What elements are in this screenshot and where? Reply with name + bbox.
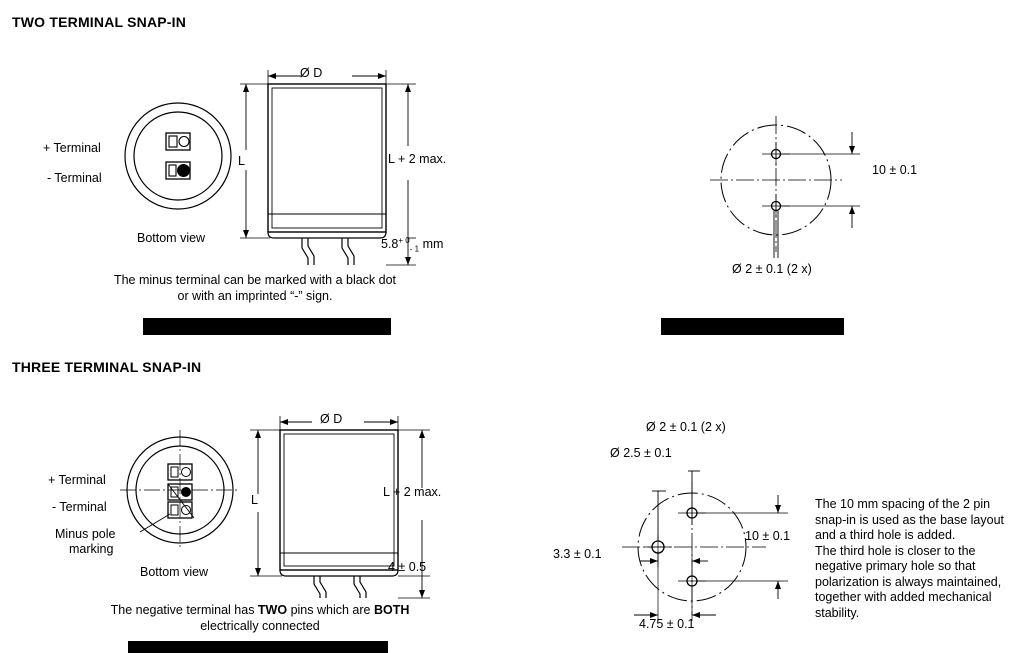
description-line-1: snap-in is used as the base layout bbox=[815, 512, 1005, 527]
three-terminal-note-line2: electrically connected bbox=[200, 619, 320, 633]
three-terminal-dim-475-label: 4.75 ± 0.1 bbox=[639, 617, 695, 631]
two-terminal-note bbox=[85, 272, 425, 304]
three-terminal-description bbox=[815, 497, 1015, 621]
note-part1: The negative terminal has bbox=[110, 603, 258, 617]
description-line-4: negative primary hole so that bbox=[815, 559, 976, 573]
three-terminal-note-line1 bbox=[70, 602, 450, 618]
three-terminal-side-view-drawing bbox=[240, 408, 470, 598]
minus-pole-line2: marking bbox=[69, 542, 114, 556]
description-line-0: The 10 mm spacing of the 2 pin bbox=[815, 497, 991, 511]
three-terminal-note bbox=[70, 602, 450, 634]
lead-length-unit: mm bbox=[422, 237, 444, 251]
three-terminal-minus-label: - Terminal bbox=[52, 500, 107, 514]
description-line-6: together with added mechanical bbox=[815, 590, 992, 604]
three-terminal-hole-dia-25-label: Ø 2.5 ± 0.1 bbox=[610, 446, 672, 460]
section-title-two-terminal: TWO TERMINAL SNAP-IN bbox=[12, 14, 187, 30]
redaction-bar-right-top bbox=[661, 318, 844, 335]
two-terminal-lead-length-label bbox=[381, 237, 443, 252]
three-terminal-diameter-label: Ø D bbox=[320, 412, 343, 426]
lead-length-value: 5.8 bbox=[381, 237, 399, 251]
redaction-bar-left-top bbox=[143, 318, 391, 335]
lead-length-tol-upper: + 0 bbox=[398, 235, 410, 245]
three-terminal-dim-10-label: 10 ± 0.1 bbox=[745, 529, 791, 543]
two-terminal-bottom-view-drawing bbox=[118, 96, 238, 216]
section-title-three-terminal: THREE TERMINAL SNAP-IN bbox=[12, 359, 202, 375]
two-terminal-note-line1: The minus terminal can be marked with a black dot bbox=[113, 273, 397, 287]
three-terminal-height-l-label: L bbox=[251, 493, 258, 507]
three-terminal-minus-pole-marking-label bbox=[55, 527, 115, 557]
two-terminal-pcb-layout-drawing bbox=[700, 112, 900, 282]
three-terminal-height-l2-label: L + 2 max. bbox=[383, 485, 442, 499]
three-terminal-pcb-layout-drawing bbox=[600, 455, 820, 635]
three-terminal-dim-33-label: 3.3 ± 0.1 bbox=[553, 547, 602, 561]
description-line-3: The third hole is closer to the bbox=[815, 543, 976, 558]
two-terminal-bottom-view-label: Bottom view bbox=[137, 231, 206, 245]
description-line-2: and a third hole is added. bbox=[815, 528, 956, 542]
minus-pole-line1: Minus pole bbox=[55, 527, 116, 541]
note-bold1: TWO bbox=[257, 603, 288, 617]
two-terminal-height-l-label: L bbox=[238, 154, 245, 168]
description-line-7: stability. bbox=[815, 605, 860, 620]
two-terminal-minus-label: - Terminal bbox=[47, 171, 102, 185]
note-part2: pins which are bbox=[287, 603, 374, 617]
three-terminal-lead-length-label: 4 ± 0.5 bbox=[388, 560, 427, 574]
two-terminal-note-line2: or with an imprinted “-” sign. bbox=[177, 289, 333, 303]
three-terminal-bottom-view-label: Bottom view bbox=[140, 565, 209, 579]
two-terminal-diameter-label: Ø D bbox=[300, 66, 323, 80]
three-terminal-hole-dia-2x-label: Ø 2 ± 0.1 (2 x) bbox=[646, 420, 726, 434]
three-terminal-plus-label: + Terminal bbox=[48, 473, 106, 487]
three-terminal-bottom-view-drawing bbox=[118, 428, 248, 558]
two-terminal-hole-dia-label: Ø 2 ± 0.1 (2 x) bbox=[732, 262, 812, 276]
two-terminal-pin-spacing-label: 10 ± 0.1 bbox=[872, 163, 918, 177]
two-terminal-plus-label: + Terminal bbox=[43, 141, 101, 155]
redaction-bar-left-bottom bbox=[128, 641, 388, 653]
lead-length-tol-lower: - 1 bbox=[409, 244, 420, 254]
note-bold2: BOTH bbox=[373, 603, 410, 617]
two-terminal-height-l2-label: L + 2 max. bbox=[388, 152, 447, 166]
description-line-5: polarization is always maintained, bbox=[815, 574, 1002, 589]
